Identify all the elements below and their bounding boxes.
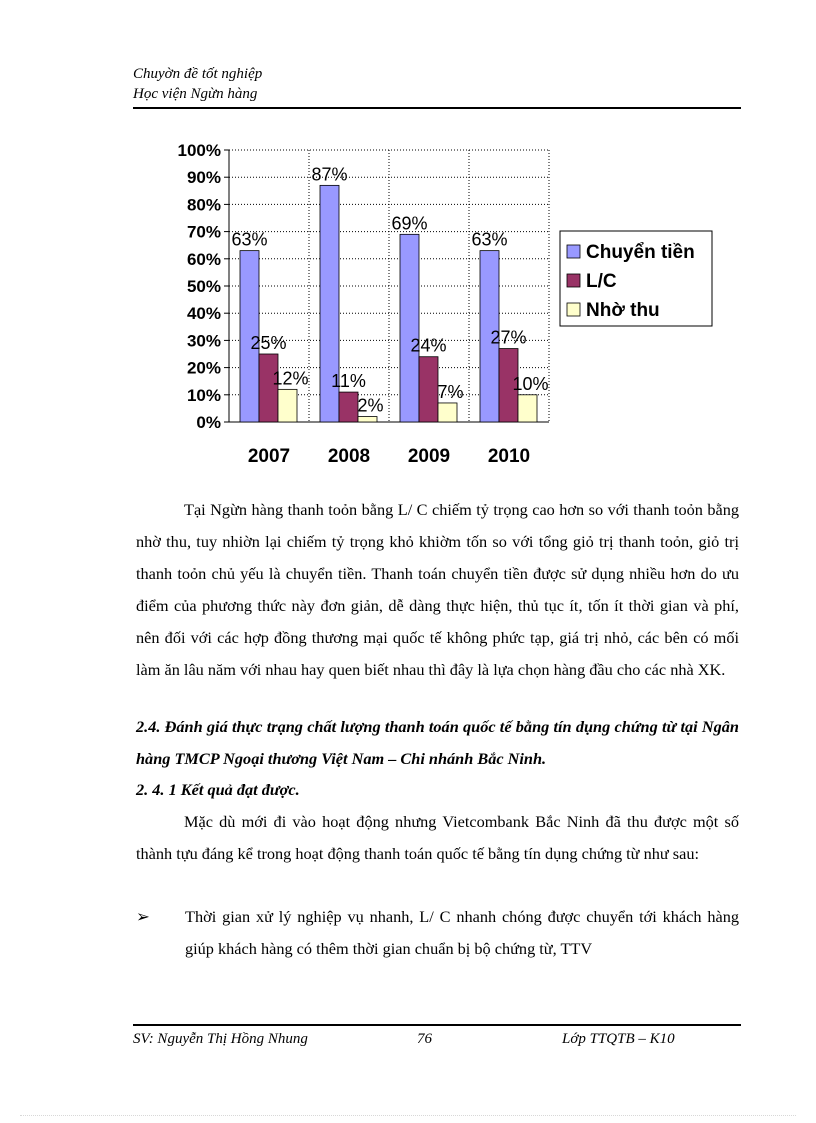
legend-label: Chuyển tiền [586, 242, 695, 263]
bar-chuyen-tien [400, 234, 419, 422]
x-tick-label: 2007 [247, 446, 291, 467]
paragraph-payment-share [136, 494, 739, 686]
footer-divider [133, 1024, 741, 1026]
paragraph-achievements [136, 806, 739, 870]
y-tick-label: 90% [186, 168, 221, 188]
x-tick-label: 2010 [487, 446, 531, 467]
y-tick-label: 60% [186, 249, 221, 269]
y-tick-label: 20% [186, 358, 221, 378]
bar-nho-thu [358, 417, 377, 422]
x-tick-label: 2008 [327, 446, 371, 467]
page-edge-dots [20, 1115, 796, 1116]
data-label-lc: 25% [250, 333, 287, 353]
bar-lc [419, 357, 438, 422]
payment-methods-bar-chart [140, 135, 725, 470]
y-tick-label: 70% [186, 222, 221, 242]
data-label-nho-thu: 10% [512, 373, 549, 394]
bar-nho-thu [518, 395, 537, 422]
y-tick-label: 10% [186, 385, 221, 405]
arrow-bullet-icon: ➢ [136, 907, 150, 926]
data-label-nho-thu: 12% [272, 368, 309, 389]
bar-nho-thu [438, 403, 457, 422]
paragraph-achievements-text: Mặc dù mới đi vào hoạt động nhưng Vietcombank Bắc Ninh đã thu được một số thành tựu đáng kể trong hoạt động thanh toán quốc tế bằng tín dụng chứng từ như sau: [136, 812, 739, 863]
legend-swatch [567, 303, 580, 316]
legend-swatch [567, 245, 580, 258]
y-tick-label: 0% [196, 413, 221, 432]
bar-nho-thu [278, 389, 297, 422]
section-heading-2-4-1: 2. 4. 1 Kết quả đạt được. [136, 780, 300, 799]
data-label-nho-thu: 2% [357, 395, 384, 416]
data-label-lc: 24% [410, 335, 447, 356]
legend-label: Nhờ thu [586, 300, 660, 321]
page-header [133, 64, 741, 104]
header-thesis-title: Chuyờn đề tốt nghiệp [133, 66, 263, 82]
header-institution: Học viện Ngừn hàng [133, 86, 258, 102]
footer-class: Lớp TTQTB – K10 [562, 1031, 675, 1047]
bullet-item-text: Thời gian xử lý nghiệp vụ nhanh, L/ C nhanh chóng được chuyển tới khách hàng giúp khách hàng có thêm thời gian chuẩn bị bộ chứng từ, TTV [185, 907, 739, 958]
data-label-chuyen-tien: 63% [471, 229, 508, 250]
y-tick-label: 100% [177, 141, 221, 160]
section-heading-2-4: 2.4. Đánh giá thực trạng chất lượng thanh toán quốc tế bằng tín dụng chứng từ tại Ngân hàng TMCP Ngoại thương Việt Nam – Chi nhánh Bắc Ninh. [136, 717, 739, 768]
footer-page-number: 76 [417, 1031, 432, 1047]
footer-student-name: SV: Nguyễn Thị Hồng Nhung [133, 1031, 308, 1047]
y-tick-label: 30% [186, 331, 221, 351]
legend-swatch [567, 274, 580, 287]
data-label-chuyen-tien: 87% [311, 164, 348, 185]
data-label-nho-thu: 7% [437, 381, 464, 402]
data-label-chuyen-tien: 63% [231, 229, 268, 250]
legend-label: L/C [586, 271, 617, 292]
paragraph-payment-share-text: Tại Ngừn hàng thanh toỏn bằng L/ C chiếm tỷ trọng cao hơn so với thanh toỏn bằng nhờ thu, tuy nhiờn lại chiếm tỷ trọng khỏ khiờm tốn so với tổng giỏ trị thanh toỏn, giỏ trị thanh toỏn chủ yếu là chuyển tiền. Thanh toán chuyển tiền được sử dụng nhiều hơn do ưu điểm của phương thức này đơn giản, dễ dàng thực hiện, thủ tục ít, tốn ít thời gian và phí, nên đối với các hợp đồng thương mại quốc tế không phức tạp, giá trị nhỏ, các bên có mối làm ăn lâu năm với nhau hay quen biết nhau thì đây là lựa chọn hàng đầu cho các nhà XK. [136, 500, 739, 679]
y-tick-label: 80% [186, 195, 221, 215]
x-tick-label: 2009 [407, 446, 451, 467]
bar-lc [339, 392, 358, 422]
data-label-lc: 27% [490, 327, 527, 348]
data-label-chuyen-tien: 69% [391, 213, 428, 234]
data-label-lc: 11% [331, 371, 366, 392]
header-divider [133, 107, 741, 109]
y-tick-label: 50% [186, 277, 221, 296]
y-tick-label: 40% [186, 304, 221, 324]
